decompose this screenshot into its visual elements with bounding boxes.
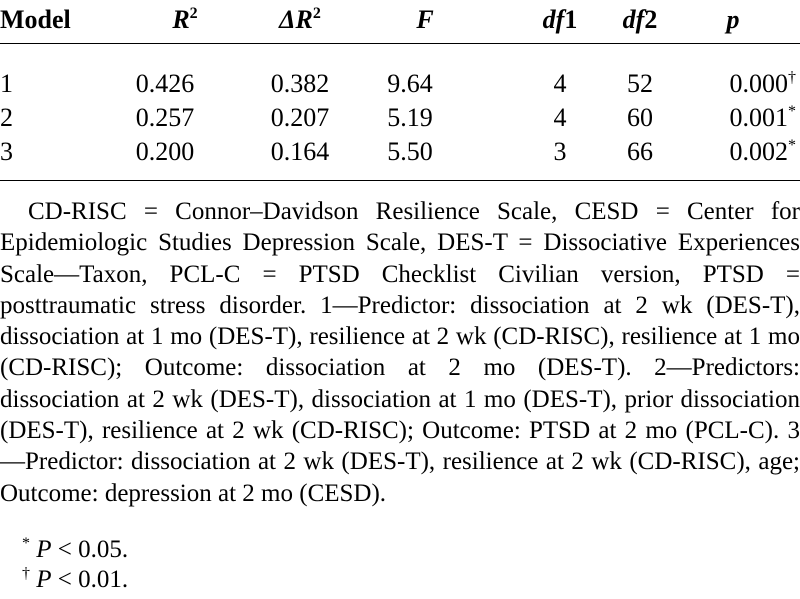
cell-f: 5.19 [387, 103, 433, 132]
table-note: CD-RISC = Connor–Davidson Resilience Scale, CESD = Center for Epidemiologic Studies Depression Scale, DES-T = Dissociative Experiences Scale—Taxon, PCL-C = PTSD Checklist Civilian version, PTSD = posttraumatic stress disorder. 1—Predictor: dissociation at 2 wk (DES-T), dissociation at 1 mo (DES-T), resilience at 2 wk (CD-RISC), resilience at 1 mo (CD-RISC); Outcome: dissociation at 2 mo (DES-T). 2—Predictors: dissociation at 2 wk (DES-T), dissociation at 1 mo (DES-T), prior dissociation (DES-T), resilience at 2 wk (CD-RISC); Outcome: PTSD at 2 mo (PCL-C). 3—Predictor: dissociation at 2 wk (DES-T), resilience at 2 wk (CD-RISC), age; Outcome: depression at 2 mo (CESD). [0, 198, 800, 507]
header-df1: df1 [542, 5, 578, 34]
significance-mark: * [788, 137, 796, 154]
cell-f: 9.64 [387, 69, 433, 98]
cell-p: 0.000† [729, 69, 796, 98]
header-rule [0, 43, 800, 44]
header-model: Model [0, 5, 71, 34]
header-p: p [726, 5, 740, 34]
cell-f: 5.50 [387, 137, 433, 166]
cell-model: 3 [0, 137, 13, 166]
cell-delta-r2: 0.382 [270, 69, 330, 98]
cell-model: 1 [0, 69, 13, 98]
footnote: † P < 0.01. [22, 565, 129, 593]
cell-p: 0.001* [729, 103, 796, 132]
footnote: * P < 0.05. [22, 535, 129, 563]
header-f: F [416, 5, 434, 34]
cell-df2: 60 [627, 103, 653, 132]
header-r2: $R^2$ [172, 5, 198, 34]
cell-p: 0.002* [729, 137, 796, 166]
cell-df1: 4 [553, 103, 567, 132]
cell-df1: 3 [553, 137, 567, 166]
header-delta-r2: $\Delta R^2$ [279, 5, 321, 34]
cell-r2: 0.257 [135, 103, 195, 132]
cell-df2: 52 [627, 69, 653, 98]
cell-df2: 66 [627, 137, 653, 166]
significance-mark: * [788, 103, 796, 120]
header-df2: df2 [622, 5, 658, 34]
cell-delta-r2: 0.207 [270, 103, 330, 132]
table-row [0, 102, 800, 134]
table-header-row [0, 4, 800, 36]
table-row [0, 136, 800, 168]
cell-model: 2 [0, 103, 13, 132]
table-bottom-rule [0, 180, 800, 181]
cell-df1: 4 [553, 69, 567, 98]
cell-r2: 0.426 [135, 69, 195, 98]
significance-mark: † [788, 69, 796, 86]
table-row [0, 68, 800, 100]
cell-delta-r2: 0.164 [270, 137, 330, 166]
cell-r2: 0.200 [135, 137, 195, 166]
